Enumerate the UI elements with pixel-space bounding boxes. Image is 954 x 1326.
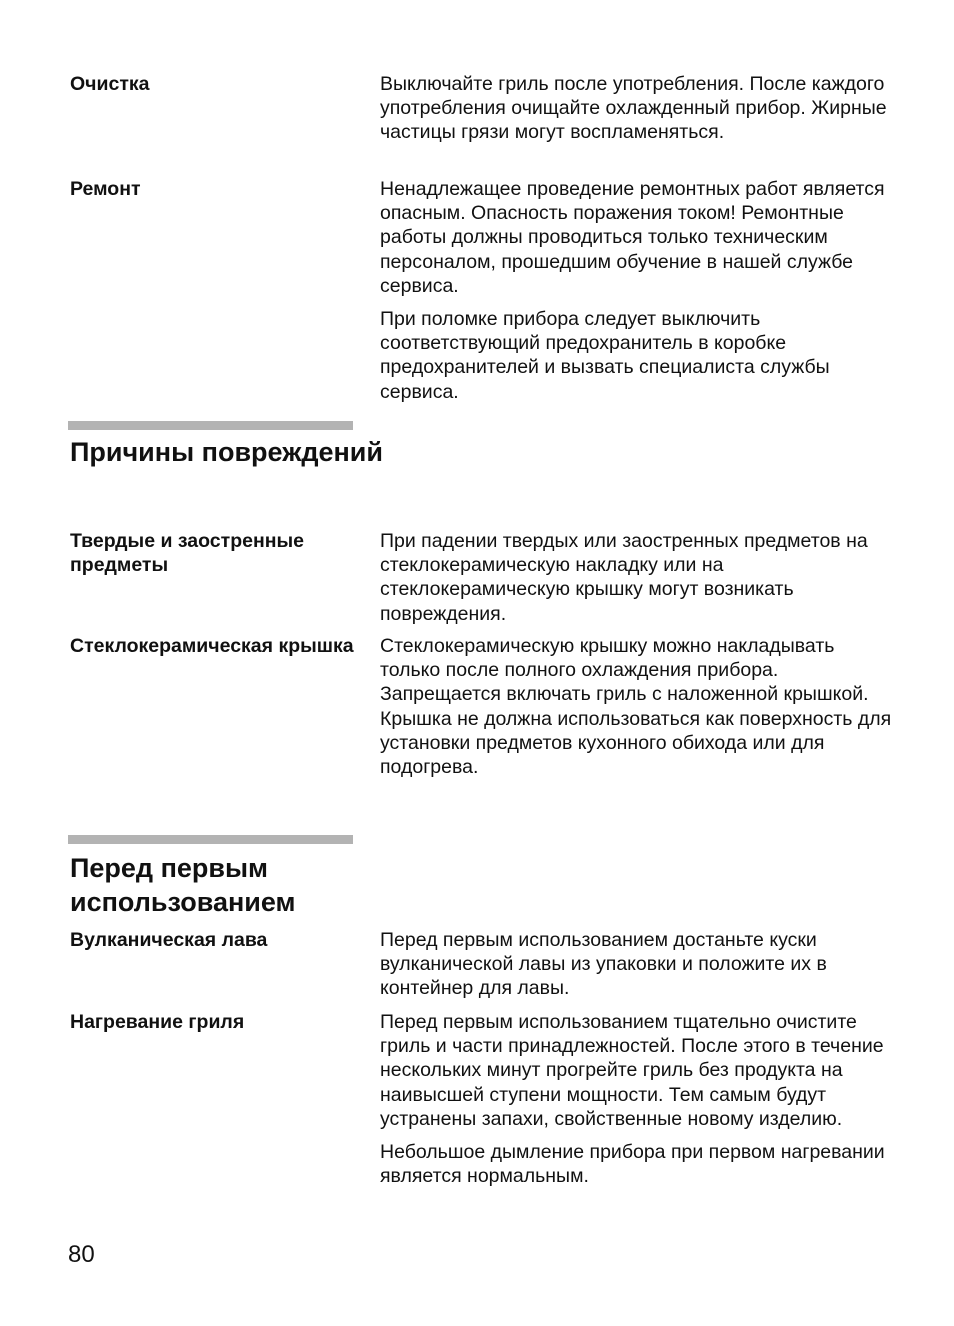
section-heading-damage: Причины повреждений <box>70 437 383 467</box>
entry-description <box>380 1010 900 1197</box>
entry-term: Твердые и заостренные предметы <box>70 530 305 576</box>
page-number: 80 <box>68 1241 95 1268</box>
section-rule <box>68 421 353 430</box>
entry-term: Стеклокерамическая крышка <box>70 635 354 657</box>
entry-description <box>380 72 900 154</box>
entry-paragraph: Перед первым использованием достаньте куски вулканической лавы из упаковки и положите их в контейнер для лавы. <box>380 929 827 1000</box>
entry-paragraph: Ненадлежащее проведение ремонтных работ является опасным. Опасность поражения током! Ремонтные работы должны проводиться только техническим персоналом, прошедшим обучение в нашей службе сервиса. <box>380 178 885 297</box>
entry-term: Нагревание гриля <box>70 1011 245 1033</box>
entry-term: Ремонт <box>70 178 141 200</box>
entry-paragraph: Небольшое дымление прибора при первом нагревании является нормальным. <box>380 1141 885 1188</box>
entry-paragraph: Стеклокерамическую крышку можно накладывать только после полного охлаждения прибора. Запрещается включать гриль с наложенной крышкой. Крышка не должна использоваться как поверхность для установки предметов кухонного обихода или для подогрева. <box>380 635 892 779</box>
entry-description <box>380 634 900 788</box>
entry-description <box>380 529 900 635</box>
entry-description <box>380 177 900 413</box>
section-heading-first-use: Перед первым использованием <box>70 853 296 917</box>
entry-paragraph: Перед первым использованием тщательно очистите гриль и части принадлежностей. После этого в течение нескольких минут прогрейте гриль без продукта на наивысшей ступени мощности. Тем самым будут устранены запахи, свойственные новому изделию. <box>380 1011 884 1130</box>
entry-paragraph: Выключайте гриль после употребления. После каждого употребления очищайте охлажденный прибор. Жирные частицы грязи могут воспламеняться. <box>380 73 887 144</box>
entry-term: Очистка <box>70 73 150 95</box>
entry-paragraph: При поломке прибора следует выключить соответствующий предохранитель в коробке предохранителей и вызвать специалиста службы сервиса. <box>380 308 830 403</box>
section-rule <box>68 835 353 844</box>
entry-description <box>380 928 900 1010</box>
entry-term: Вулканическая лава <box>70 929 268 951</box>
entry-paragraph: При падении твердых или заостренных предметов на стеклокерамическую накладку или на стеклокерамическую крышку могут возникать повреждения. <box>380 530 868 625</box>
